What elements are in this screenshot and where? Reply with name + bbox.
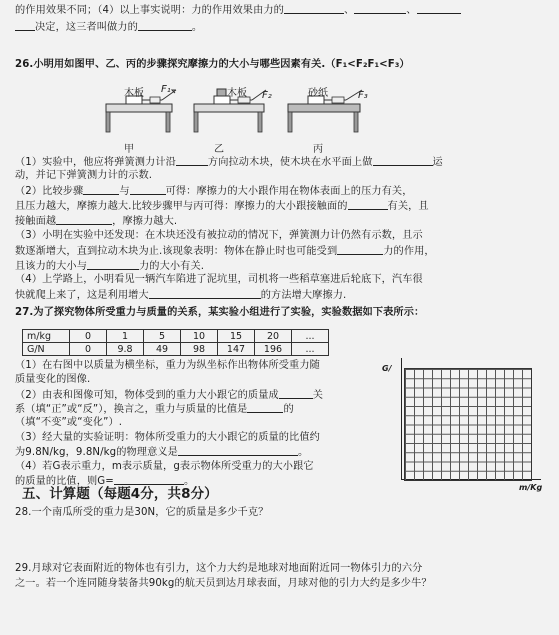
table-header-cell: m/kg [23, 330, 70, 343]
q26-part3: （3）小明在实验中还发现：在木块还没有被拉动的情况下，弹簧测力计仍然有示数，且示 [15, 230, 423, 241]
blank[interactable] [284, 3, 344, 14]
y-axis [401, 358, 402, 480]
table-cell: 5 [144, 330, 181, 343]
blank[interactable] [348, 199, 388, 210]
blank[interactable] [83, 184, 119, 195]
table-cell: 49 [144, 343, 181, 356]
blank[interactable] [279, 388, 313, 399]
force-label: F₂ [262, 90, 272, 101]
q26-part1-cont: 动，并记下弹簧测力计的示数. [15, 170, 153, 181]
table-cell: 20 [255, 330, 292, 343]
question-29: 29.月球对它表面附近的物体也有引力，这个力大约是地球对地面附近同一物体引力的六分 [15, 563, 423, 574]
question-27: 27.为了探究物体所受重力与质量的关系，某实验小组进行了实验，实验数据如下表所示： [15, 307, 425, 318]
mass-weight-table [22, 329, 329, 356]
table-cell: 10 [181, 330, 218, 343]
force-label: F₃ [358, 90, 368, 101]
blank[interactable] [114, 474, 184, 485]
blank[interactable] [337, 244, 383, 255]
q27-part1: （1）在右图中以质量为横坐标，重力为纵坐标作出物体所受重力随 [15, 360, 320, 371]
table-cell: 147 [218, 343, 255, 356]
text-line-1: 的作用效果不同；（4）以上事实说明：力的作用效果由力的 、 、 [15, 3, 461, 17]
blank[interactable] [87, 259, 139, 270]
blank[interactable] [130, 184, 166, 195]
q26-part4: （4）上学路上，小明看见一辆汽车陷进了泥坑里，司机将一些稻草塞进后轮底下，汽车很 [15, 274, 423, 285]
q26-part3-cont: 数逐渐增大，直到拉动木块为止.该现象表明：物体在静止时也可能受到 力的作用， [15, 246, 435, 257]
setup-jia-diagram [104, 84, 184, 134]
q26-part3-cont2: 且该力的大小与 力的大小有关. [15, 261, 205, 272]
surface-label: 木板 [227, 88, 247, 99]
q26-part2-cont2: 接触面越 ，摩擦力越大. [15, 216, 178, 227]
text-line-2: 决定，这三者叫做力的 。 [15, 20, 202, 34]
question-26: 26.小明用如图甲、乙、丙的步骤探究摩擦力的大小与哪些因素有关.（F₁<F₂F₁<F₃） [15, 59, 410, 70]
blank[interactable] [247, 402, 283, 413]
q27-part4: （4）若G表示重力，m表示质量，g表示物体所受重力的大小跟它 [15, 461, 314, 472]
y-axis-label: G/ [382, 364, 392, 373]
table-cell: 0 [70, 330, 107, 343]
table-cell: 98 [181, 343, 218, 356]
x-axis-label: m/Kg [519, 483, 543, 492]
q26-part1: （1）实验中，他应将弹簧测力计沿 方向拉动木块，使木块在水平面上做 运 [15, 157, 443, 168]
table-row [23, 343, 329, 356]
blank[interactable] [373, 155, 433, 166]
q27-part2: （2）由表和图像可知，物体受到的重力大小跟它的质量成 关 [15, 390, 324, 401]
table-cell: ... [292, 330, 329, 343]
table-row [23, 330, 329, 343]
question-29-cont: 之一。若一个连同随身装备共90kg的航天员到达月球表面，月球对他的引力大约是多少牛？ [15, 578, 432, 589]
blank[interactable] [176, 155, 208, 166]
q27-part2-cont: 系（填“正”或“反”），换言之，重力与质量的比值是 的 [15, 404, 294, 415]
section-heading: 五、计算题（每题4分，共8分） [22, 486, 218, 502]
figure-caption: 乙 [214, 144, 224, 155]
blank[interactable] [178, 445, 298, 456]
table-header-cell: G/N [23, 343, 70, 356]
surface-label: 砂纸 [308, 88, 328, 99]
table-cell: 0 [70, 343, 107, 356]
graph-grid[interactable] [404, 368, 532, 481]
blank[interactable] [15, 20, 35, 31]
surface-label: 木板 [124, 88, 144, 99]
table-cell: 196 [255, 343, 292, 356]
q27-part4-cont: 的质量的比值，则G= 。 [15, 476, 195, 487]
table-cell: 1 [107, 330, 144, 343]
q27-part3-cont: 为9.8N/kg，9.8N/kg的物理意义是 。 [15, 447, 309, 458]
blank[interactable] [149, 288, 261, 299]
q26-part4-cont: 快就爬上来了，这是利用增大 的方法增大摩擦力. [15, 290, 347, 301]
blank[interactable] [417, 3, 461, 14]
q26-part2: （2）比较步骤 与 可得：摩擦力的大小跟作用在物体表面上的压力有关， [15, 186, 413, 197]
force-label: F₁ [161, 84, 171, 95]
table-cell: 15 [218, 330, 255, 343]
question-28: 28.一个南瓜所受的重力是30N，它的质量是多少千克？ [15, 507, 269, 518]
blank[interactable] [138, 20, 192, 31]
q27-part3: （3）经大量的实验证明：物体所受重力的大小跟它的质量的比值约 [15, 432, 320, 443]
table-cell: ... [292, 343, 329, 356]
blank[interactable] [354, 3, 406, 14]
figure-caption: 甲 [124, 144, 134, 155]
q27-part2-cont2: （填“不变”或“变化”）. [15, 417, 123, 428]
q27-part1-cont: 质量变化的图像. [15, 374, 91, 385]
blank[interactable] [56, 214, 112, 225]
table-cell: 9.8 [107, 343, 144, 356]
figure-caption: 丙 [313, 144, 323, 155]
q26-part2-cont: 且压力越大，摩擦力越大.比较步骤甲与丙可得：摩擦力的大小跟接触面的 有关，且 [15, 201, 429, 212]
